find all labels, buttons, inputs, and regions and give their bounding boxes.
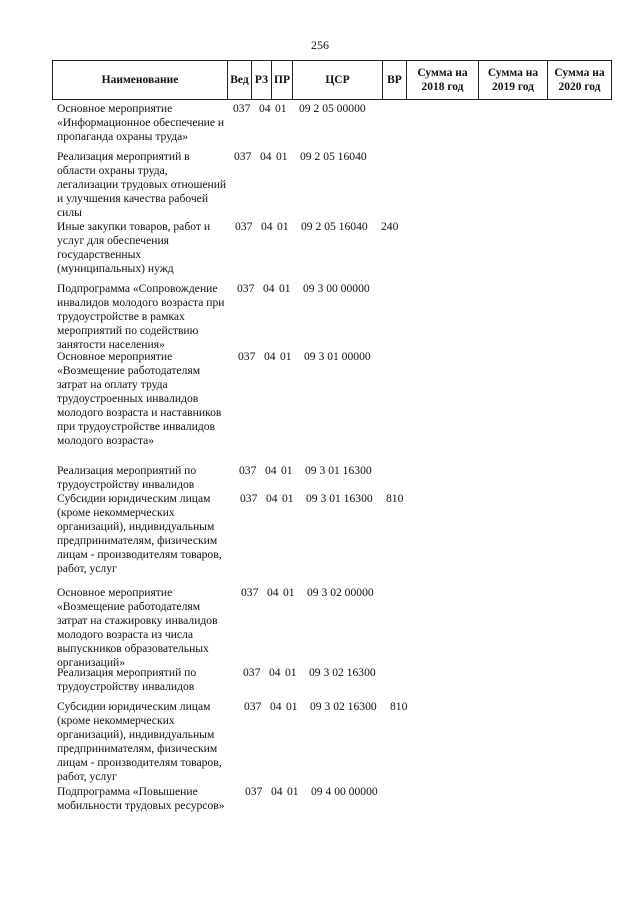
row-ved: 037	[234, 150, 252, 163]
col-header-rz: РЗ	[252, 61, 272, 100]
row-ved: 037	[240, 492, 258, 505]
row-rz: 04	[259, 102, 271, 115]
row-ved: 037	[244, 700, 262, 713]
row-csr: 09 2 05 16040	[300, 150, 367, 163]
row-pr: 01	[287, 785, 299, 798]
row-csr: 09 3 02 00000	[307, 586, 374, 599]
row-pr: 01	[276, 150, 288, 163]
row-name: Основное мероприятие «Возмещение работодателям затрат на стажировку инвалидов молодого возраста из числа выпускников образовательных организаций»	[57, 586, 218, 669]
row-csr: 09 3 01 16300	[305, 464, 372, 477]
row-pr: 01	[285, 666, 297, 679]
col-header-sum2019: Сумма на 2019 год	[478, 61, 547, 100]
row-pr: 01	[281, 464, 293, 477]
row-name: Подпрограмма «Повышение мобильности трудовых ресурсов»	[57, 785, 225, 812]
row-vr: 810	[390, 700, 408, 713]
col-header-sum2018: Сумма на 2018 год	[406, 61, 478, 100]
row-name: Реализация мероприятий по трудоустройству инвалидов	[57, 666, 197, 693]
row-rz: 04	[264, 350, 276, 363]
row-csr: 09 3 02 16300	[309, 666, 376, 679]
table-header	[52, 60, 612, 100]
row-ved: 037	[241, 586, 259, 599]
row-rz: 04	[266, 492, 278, 505]
row-rz: 04	[271, 785, 283, 798]
row-name: Реализация мероприятий в области охраны труда, легализации трудовых отношений и улучшения качества рабочей силы	[57, 150, 227, 219]
row-pr: 01	[279, 282, 291, 295]
row-ved: 037	[243, 666, 261, 679]
row-ved: 037	[245, 785, 263, 798]
row-rz: 04	[270, 700, 282, 713]
row-rz: 04	[261, 220, 273, 233]
row-pr: 01	[286, 700, 298, 713]
row-name: Иные закупки товаров, работ и услуг для обеспечения государственных (муниципальных) нужд	[57, 220, 211, 275]
row-rz: 04	[269, 666, 281, 679]
row-ved: 037	[237, 282, 255, 295]
row-ved: 037	[235, 220, 253, 233]
row-csr: 09 2 05 00000	[299, 102, 366, 115]
row-pr: 01	[280, 350, 292, 363]
row-name: Подпрограмма «Сопровождение инвалидов молодого возраста при трудоустройстве в рамках мероприятий по содействию занятости населения»	[57, 282, 225, 351]
row-csr: 09 4 00 00000	[311, 785, 378, 798]
col-header-sum2020: Сумма на 2020 год	[547, 61, 611, 100]
row-ved: 037	[238, 350, 256, 363]
row-csr: 09 3 01 00000	[304, 350, 371, 363]
row-vr: 810	[386, 492, 404, 505]
row-name: Реализация мероприятий по трудоустройству инвалидов	[57, 464, 197, 491]
row-name: Субсидии юридическим лицам (кроме некоммерческих организаций), индивидуальным предпринимателям, физическим лицам - производителям товаров, работ, услуг	[57, 700, 222, 783]
col-header-vr: ВР	[382, 61, 406, 100]
row-rz: 04	[260, 150, 272, 163]
row-rz: 04	[265, 464, 277, 477]
row-ved: 037	[239, 464, 257, 477]
row-csr: 09 3 01 16300	[306, 492, 373, 505]
col-header-csr: ЦСР	[292, 61, 382, 100]
row-csr: 09 3 02 16300	[310, 700, 377, 713]
row-name: Субсидии юридическим лицам (кроме некоммерческих организаций), индивидуальным предпринимателям, физическим лицам - производителям товаров, работ, услуг	[57, 492, 222, 575]
row-name: Основное мероприятие «Возмещение работодателям затрат на оплату труда трудоустроенных инвалидов молодого возраста и наставников при трудоустройстве инвалидов молодого возраста»	[57, 350, 222, 447]
row-csr: 09 2 05 16040	[301, 220, 368, 233]
row-name: Основное мероприятие «Информационное обеспечение и пропаганда охраны труда»	[57, 102, 225, 143]
col-header-name: Наименование	[53, 61, 228, 100]
col-header-pr: ПР	[272, 61, 293, 100]
row-ved: 037	[233, 102, 251, 115]
row-pr: 01	[282, 492, 294, 505]
row-rz: 04	[263, 282, 275, 295]
row-pr: 01	[275, 102, 287, 115]
page-number: 256	[311, 38, 329, 52]
col-header-ved: Вед	[228, 61, 252, 100]
row-pr: 01	[277, 220, 289, 233]
row-rz: 04	[267, 586, 279, 599]
row-csr: 09 3 00 00000	[303, 282, 370, 295]
row-pr: 01	[283, 586, 295, 599]
row-vr: 240	[381, 220, 399, 233]
